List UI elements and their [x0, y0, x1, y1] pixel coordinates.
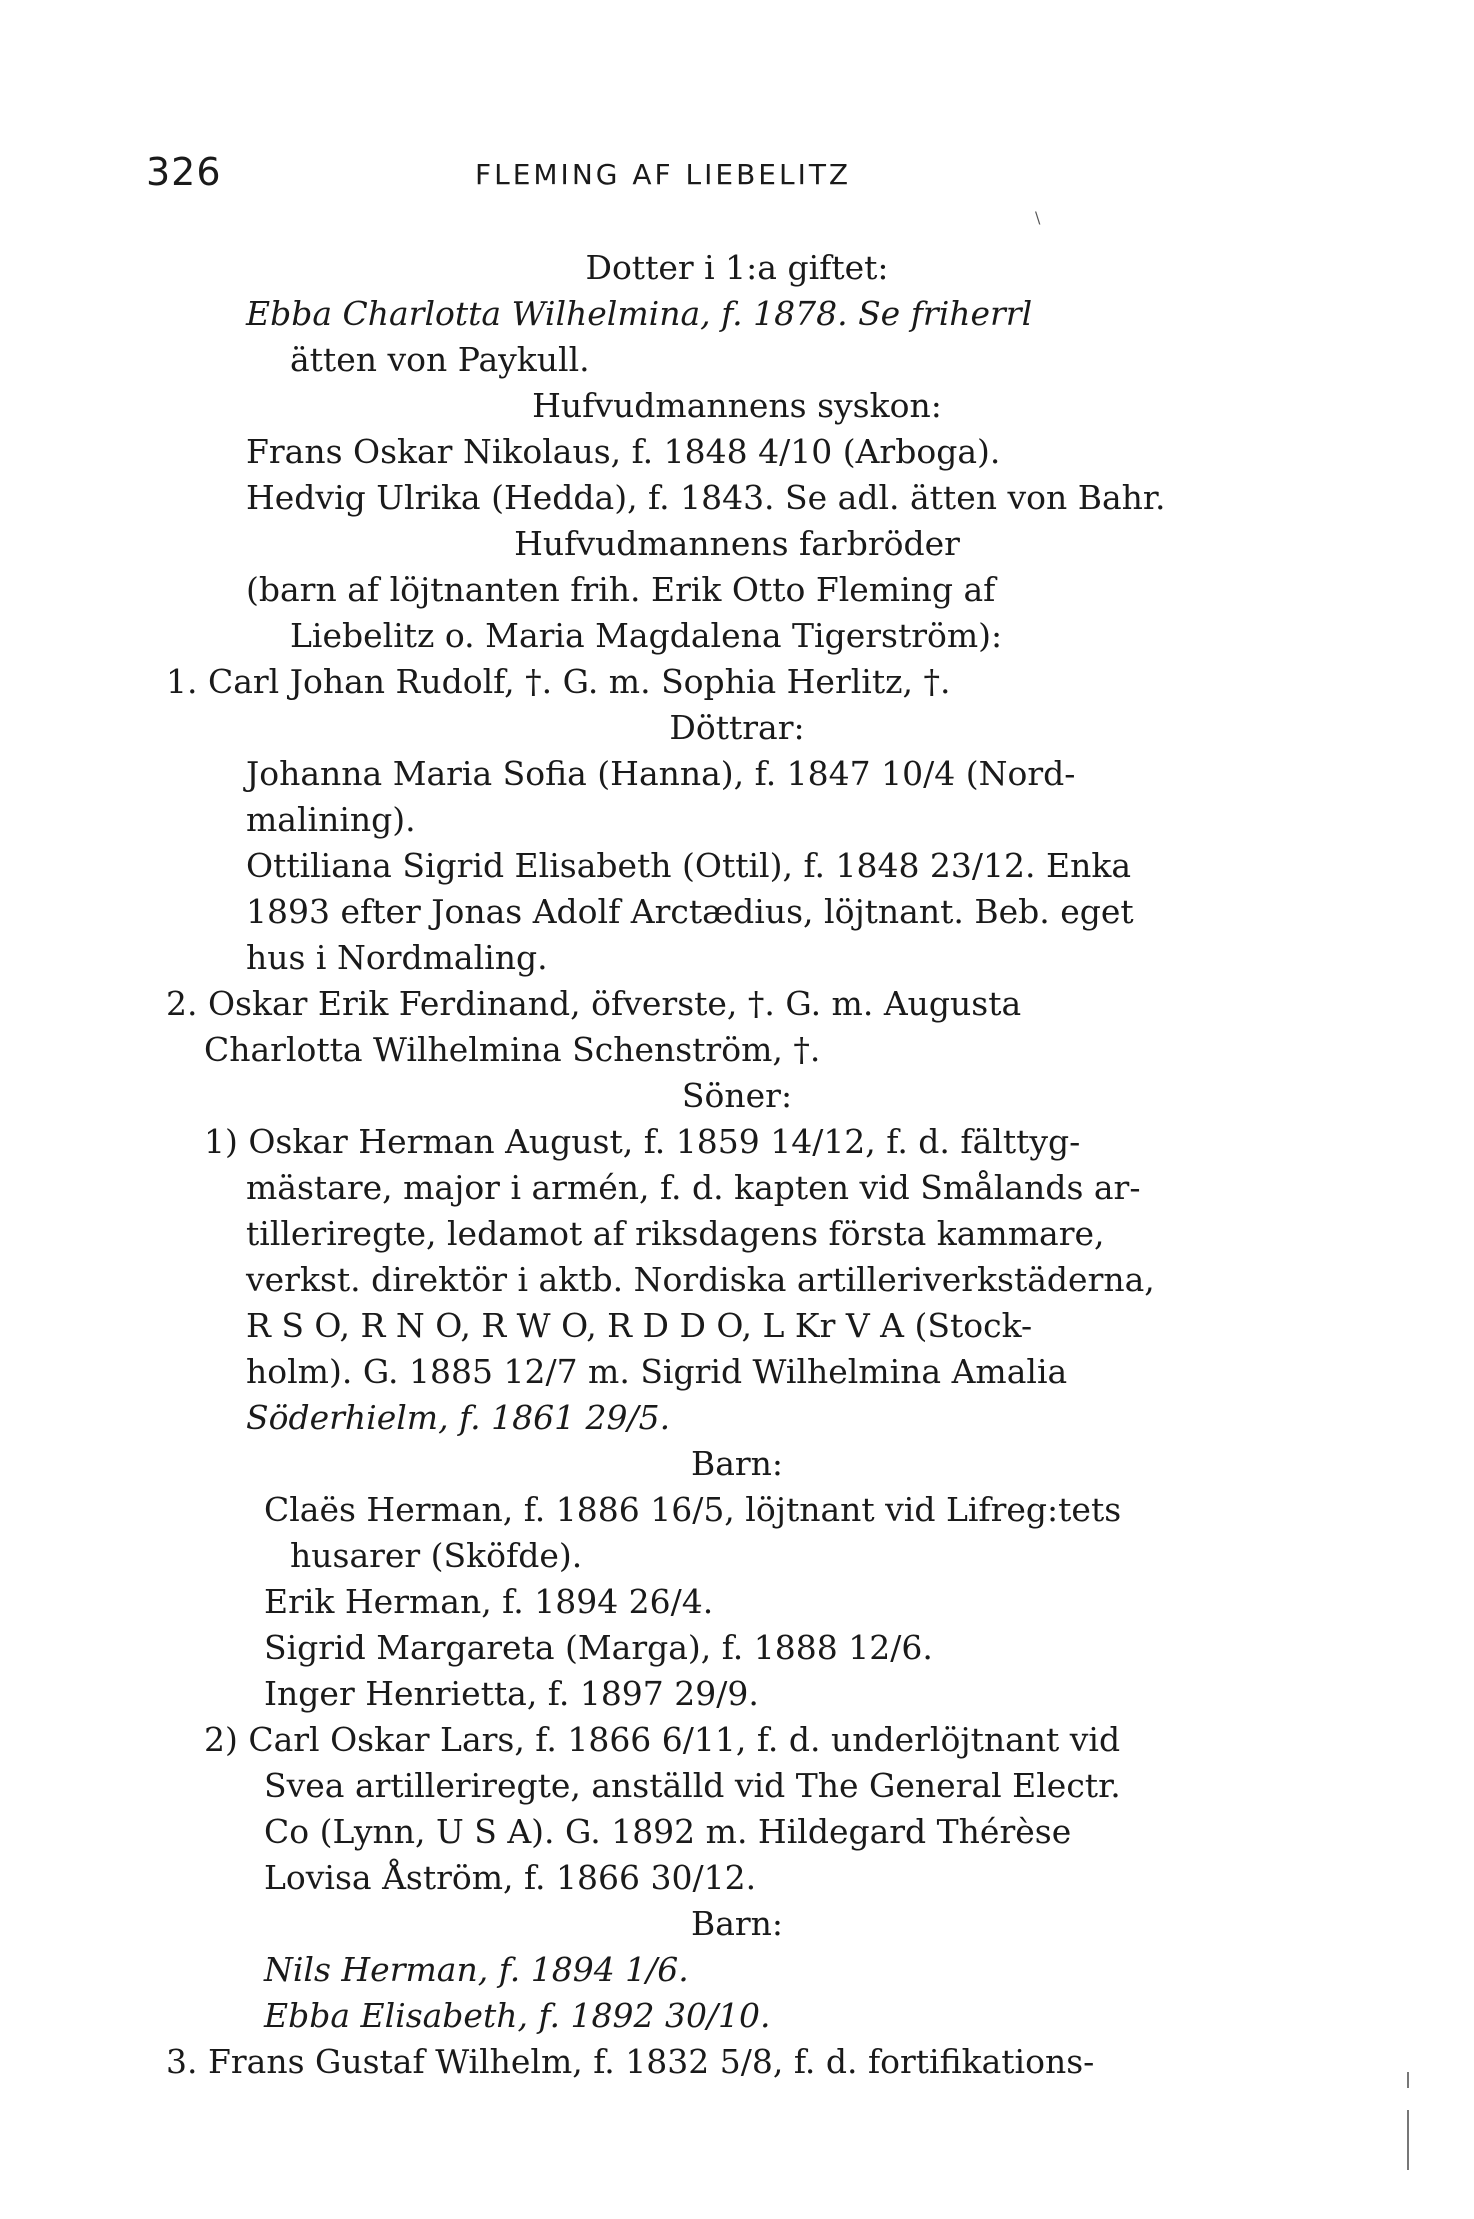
print-mark: \: [1035, 208, 1041, 227]
entry-line: 1893 efter Jonas Adolf Arctædius, löjtnant. Beb. eget: [246, 892, 1134, 931]
page-number: 326: [146, 150, 222, 194]
running-head: FLEMING AF LIEBELITZ: [475, 158, 852, 191]
entry-line: Lovisa Åström, f. 1866 30/12.: [264, 1858, 757, 1897]
entry-line: Johanna Maria Sofia (Hanna), f. 1847 10/4 (Nord-: [246, 754, 1076, 793]
entry-line: Sigrid Margareta (Marga), f. 1888 12/6.: [264, 1628, 933, 1667]
entry-line: Erik Herman, f. 1894 26/4.: [264, 1582, 714, 1621]
entry-line: mästare, major i armén, f. d. kapten vid Smålands ar-: [246, 1168, 1141, 1207]
entry-line: Co (Lynn, U S A). G. 1892 m. Hildegard Thérèse: [264, 1812, 1072, 1851]
entry-line: husarer (Sköfde).: [290, 1536, 583, 1575]
entry-line: Charlotta Wilhelmina Schenström, †.: [204, 1030, 821, 1069]
entry-line: malining).: [246, 800, 416, 839]
entry-line: Söderhielm, f. 1861 29/5.: [246, 1398, 671, 1437]
entry-line: 1. Carl Johan Rudolf, †. G. m. Sophia Herlitz, †.: [166, 662, 951, 701]
entry-line: Claës Herman, f. 1886 16/5, löjtnant vid Lifreg:tets: [264, 1490, 1122, 1529]
entry-line: Ebba Charlotta Wilhelmina, f. 1878. Se friherrl: [246, 294, 1033, 333]
entry-line: Hedvig Ulrika (Hedda), f. 1843. Se adl. ätten von Bahr.: [246, 478, 1166, 517]
entry-line: Inger Henrietta, f. 1897 29/9.: [264, 1674, 759, 1713]
entry-line: Hufvudmannens farbröder: [514, 524, 960, 563]
entry-line: Döttrar:: [669, 708, 805, 747]
entry-line: holm). G. 1885 12/7 m. Sigrid Wilhelmina Amalia: [246, 1352, 1068, 1391]
entry-line: 3. Frans Gustaf Wilhelm, f. 1832 5/8, f. d. fortifikations-: [166, 2042, 1095, 2081]
entry-line: R S O, R N O, R W O, R D D O, L Kr V A (Stock-: [246, 1306, 1033, 1345]
entry-line: Liebelitz o. Maria Magdalena Tigerström):: [290, 616, 1003, 655]
margin-mark: [1407, 2110, 1409, 2170]
entry-line: Barn:: [690, 1444, 784, 1483]
entry-line: Frans Oskar Nikolaus, f. 1848 4/10 (Arboga).: [246, 432, 1001, 471]
entry-line: Hufvudmannens syskon:: [532, 386, 942, 425]
entry-line: 1) Oskar Herman August, f. 1859 14/12, f. d. fälttyg-: [204, 1122, 1081, 1161]
entry-line: tilleriregte, ledamot af riksdagens första kammare,: [246, 1214, 1105, 1253]
entry-line: Barn:: [690, 1904, 784, 1943]
entry-line: verkst. direktör i aktb. Nordiska artilleriverkstäderna,: [246, 1260, 1155, 1299]
entry-line: Svea artilleriregte, anställd vid The General Electr.: [264, 1766, 1121, 1805]
entry-line: 2) Carl Oskar Lars, f. 1866 6/11, f. d. underlöjtnant vid: [204, 1720, 1121, 1759]
entry-line: Ebba Elisabeth, f. 1892 30/10.: [264, 1996, 771, 2035]
entry-line: (barn af löjtnanten frih. Erik Otto Fleming af: [246, 570, 996, 609]
margin-mark: [1407, 2072, 1409, 2088]
entry-line: ätten von Paykull.: [290, 340, 590, 379]
entry-line: hus i Nordmaling.: [246, 938, 548, 977]
entry-line: Dotter i 1:a giftet:: [585, 248, 889, 287]
entry-line: Nils Herman, f. 1894 1/6.: [264, 1950, 689, 1989]
entry-line: 2. Oskar Erik Ferdinand, öfverste, †. G. m. Augusta: [166, 984, 1022, 1023]
entry-line: Söner:: [681, 1076, 793, 1115]
entry-line: Ottiliana Sigrid Elisabeth (Ottil), f. 1848 23/12. Enka: [246, 846, 1132, 885]
